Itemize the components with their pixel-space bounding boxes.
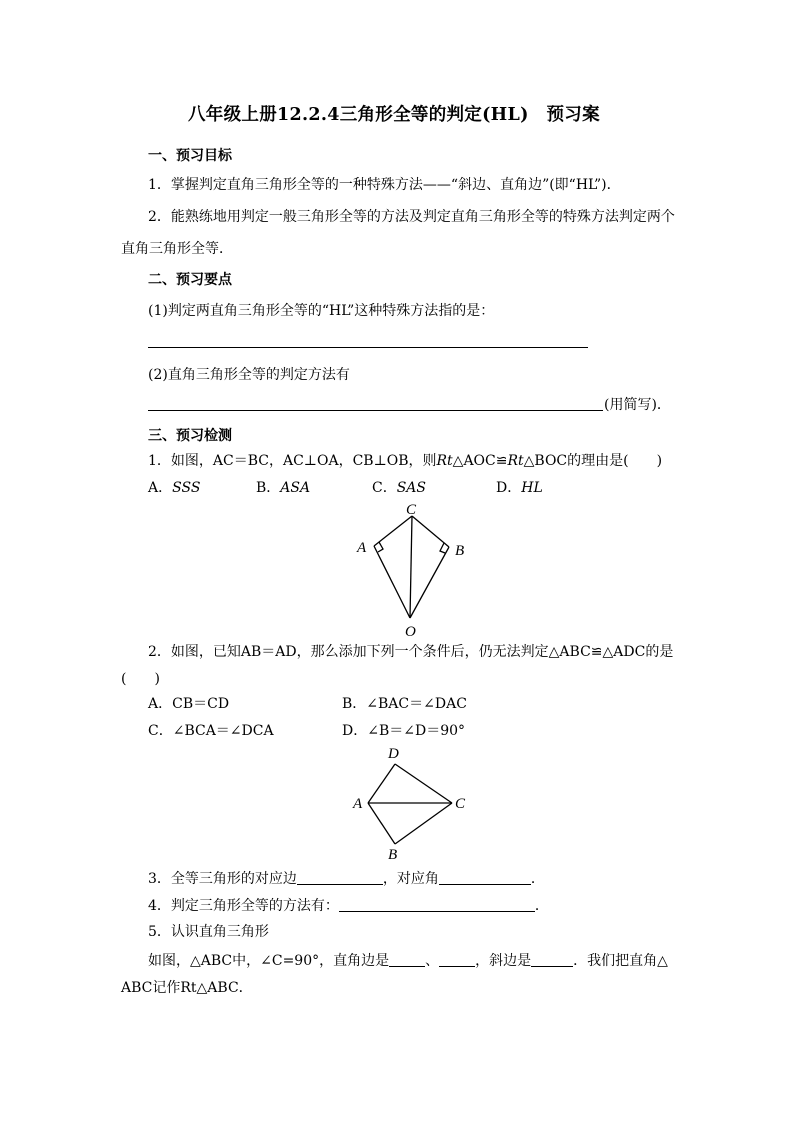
label-d: D — [388, 746, 399, 762]
page-title: 八年级上册12.2.4三角形全等的判定(HL) 预习案 — [188, 105, 600, 125]
label-a: A — [353, 796, 363, 812]
answer-blank-1[interactable] — [148, 347, 588, 348]
label-b: B — [388, 847, 398, 863]
q1-option-a[interactable] — [148, 479, 200, 497]
key-point-1: (1)判定两直角三角形全等的“HL”这种特殊方法指的是： — [148, 303, 495, 319]
question-5-mid: ，斜边是 — [475, 953, 532, 969]
segment-ao — [374, 546, 410, 618]
option-label: D． — [496, 480, 522, 496]
question-3 — [148, 870, 545, 888]
answer-blank-hypotenuse[interactable] — [531, 952, 573, 967]
objective-2-line1: 2．能熟练地用判定一般三角形全等的方法及判定直角三角形全等的特殊方法判定两个 — [148, 209, 675, 225]
q2-option-b[interactable]: B．∠BAC＝∠DAC — [342, 696, 467, 712]
objective-1: 1．掌握判定直角三角形全等的一种特殊方法——“斜边、直角边”(即“HL”)． — [148, 177, 621, 193]
label-a: A — [357, 540, 367, 556]
figure-1-kite — [340, 498, 480, 640]
answer-blank-leg-1[interactable] — [389, 952, 425, 967]
option-label: C． — [372, 480, 397, 496]
answer-blank-q4[interactable] — [339, 897, 535, 912]
q2-option-a[interactable]: A．CB＝CD — [148, 696, 230, 712]
question-4-pre: 4．判定三角形全等的方法有： — [148, 898, 339, 914]
question-4 — [148, 897, 549, 915]
segment-cb — [412, 516, 449, 547]
option-text: ASA — [280, 480, 311, 496]
question-1-post: △BOC的理由是( ) — [523, 453, 663, 469]
q1-option-c[interactable] — [372, 479, 426, 497]
section-2-heading: 二、预习要点 — [148, 272, 232, 288]
question-5-post: ．我们把直角△ — [573, 953, 668, 969]
question-5-line1 — [148, 952, 668, 970]
answer-blank-q3-angles[interactable] — [439, 870, 531, 885]
answer-blank-q3-sides[interactable] — [297, 870, 383, 885]
q1-option-d[interactable] — [496, 479, 543, 497]
question-5-pre: 如图，△ABC中，∠C=90°，直角边是 — [148, 953, 390, 969]
segment-co — [410, 516, 412, 618]
segment-bc — [395, 803, 452, 844]
question-1 — [148, 452, 662, 470]
option-label: B． — [256, 480, 281, 496]
rt-prefix-1: Rt — [436, 453, 453, 469]
answer-blank-leg-2[interactable] — [439, 952, 475, 967]
segment-bo — [410, 547, 449, 618]
segment-dc — [395, 764, 452, 803]
option-text: HL — [521, 480, 543, 496]
option-label: A． — [148, 480, 173, 496]
question-5-line2: ABC记作Rt△ABC． — [121, 980, 253, 996]
rt-prefix-2: Rt — [507, 453, 524, 469]
q1-option-b[interactable] — [256, 479, 310, 497]
question-5-sep: 、 — [425, 953, 440, 969]
segment-ca — [374, 516, 412, 546]
key-point-2-suffix: (用简写)． — [604, 397, 671, 413]
section-1-heading: 一、预习目标 — [148, 148, 232, 164]
question-2: 2．如图，已知AB＝AD，那么添加下列一个条件后，仍无法判定△ABC≌△ADC的是 — [148, 644, 674, 660]
key-point-2: (2)直角三角形全等的判定方法有 — [148, 367, 350, 383]
q2-option-c[interactable]: C．∠BCA＝∠DCA — [148, 723, 274, 739]
segment-ab — [368, 803, 395, 844]
segment-ad — [368, 764, 395, 803]
figure-2-quadrilateral — [340, 740, 480, 866]
label-c: C — [455, 796, 466, 812]
objective-2-line2: 直角三角形全等． — [121, 241, 233, 257]
question-3-pre: 3．全等三角形的对应边 — [148, 871, 297, 887]
label-c: C — [406, 502, 417, 518]
q2-option-d[interactable]: D．∠B＝∠D＝90° — [342, 723, 466, 739]
right-angle-mark-b — [440, 543, 445, 553]
answer-blank-2[interactable] — [148, 410, 603, 411]
option-text: SAS — [396, 480, 427, 496]
question-4-post: ． — [534, 898, 549, 914]
question-2-paren: ( ) — [121, 671, 160, 687]
section-3-heading: 三、预习检测 — [148, 428, 232, 444]
question-5-heading: 5．认识直角三角形 — [148, 924, 269, 940]
question-3-post: ． — [530, 871, 545, 887]
question-3-mid: ，对应角 — [382, 871, 439, 887]
label-o: O — [405, 624, 416, 640]
question-1-mid: △AOC≌ — [452, 453, 508, 469]
option-text: SSS — [172, 480, 201, 496]
right-angle-mark-a — [378, 542, 383, 552]
label-b: B — [455, 543, 465, 559]
question-1-pre: 1．如图，AC＝BC，AC⊥OA，CB⊥OB，则 — [148, 453, 437, 469]
